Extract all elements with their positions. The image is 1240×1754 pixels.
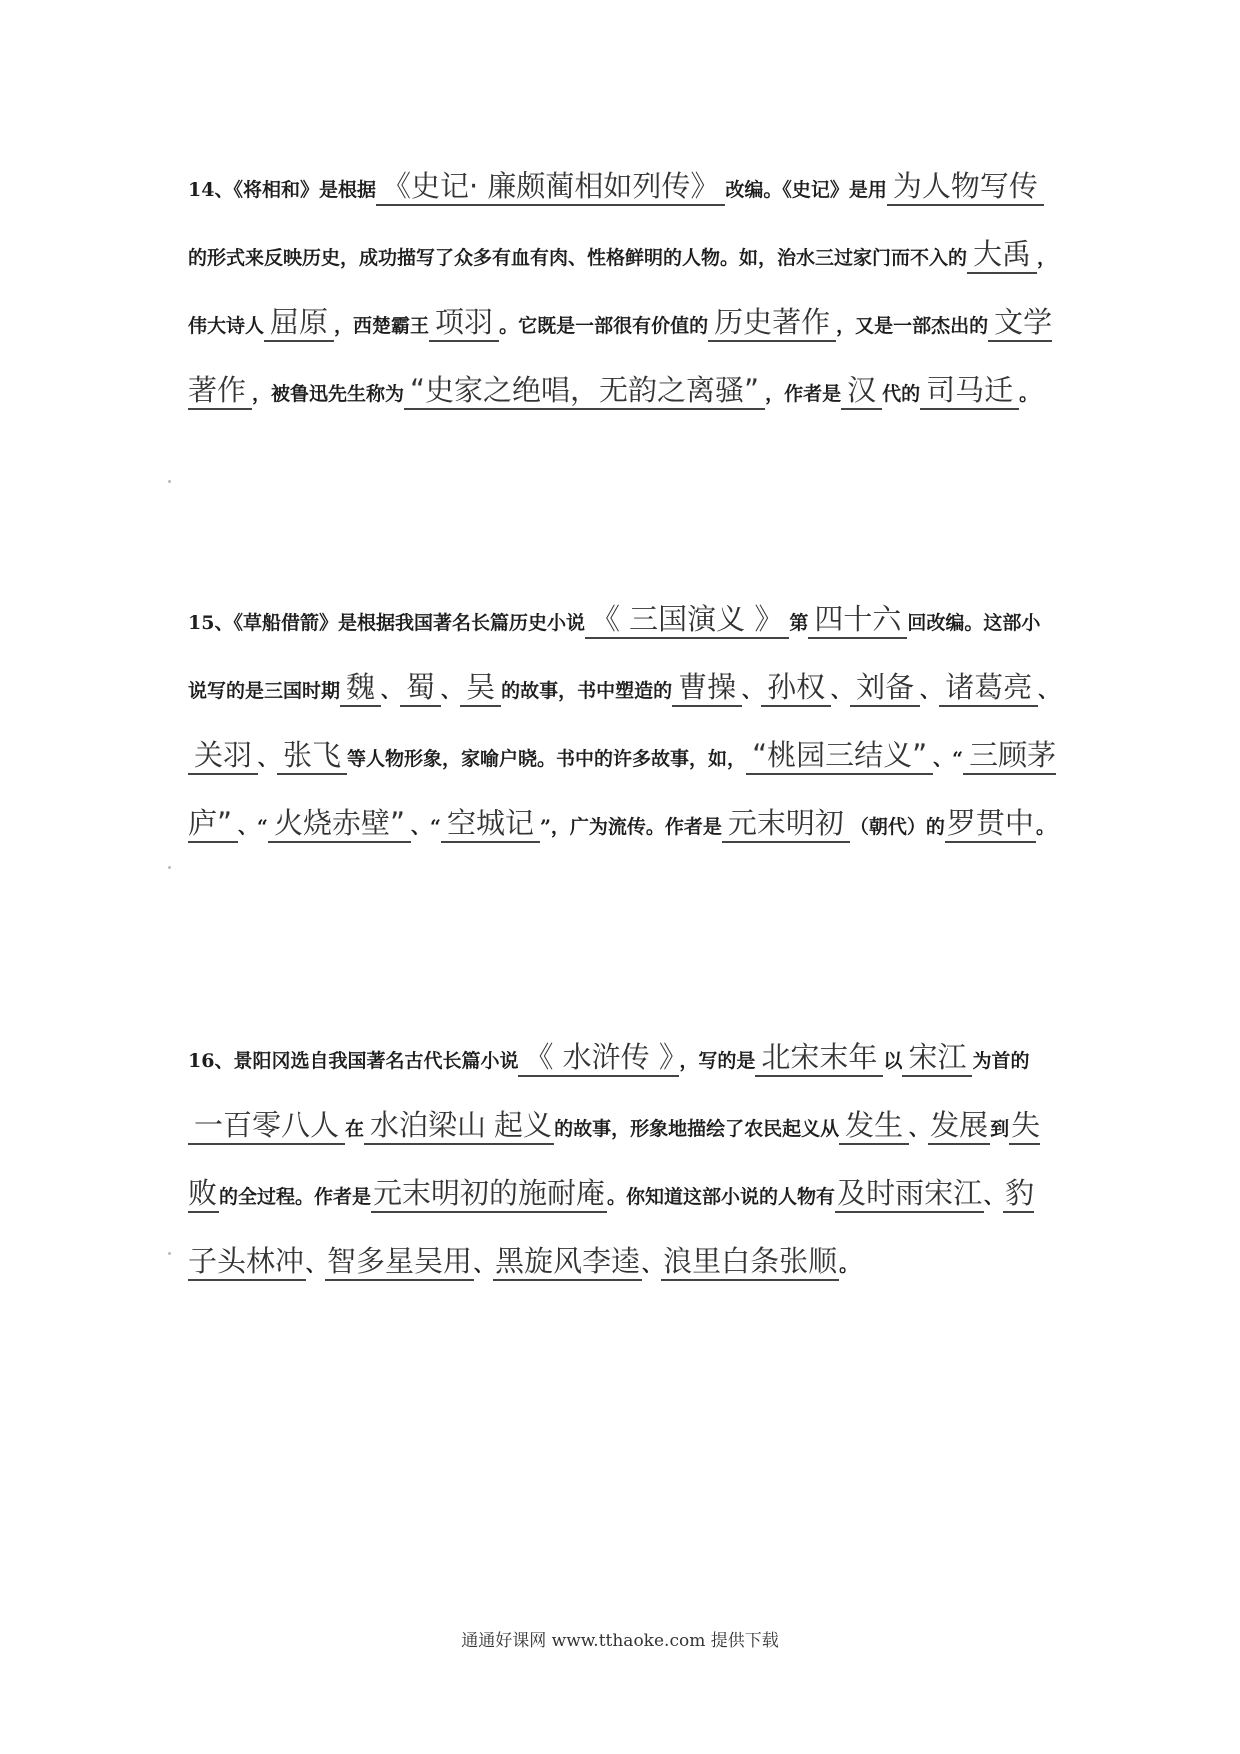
q15-answer-story-3: 火烧赤壁” [268, 806, 411, 843]
q14-text: ，伟大诗人 [188, 247, 1057, 337]
q15-answer-liubei: 刘备 [850, 670, 920, 707]
q16-answer-failure: 失败 [188, 1108, 1040, 1213]
q15-answer-wu: 吴 [460, 670, 501, 707]
q16-answer-novel: 《 水浒传 》 [518, 1040, 679, 1077]
q16-answer-development: 发展 [928, 1108, 990, 1145]
q14-text: 。它既是一部很有价值的 [499, 315, 709, 337]
q16-text: ，写的是 [679, 1050, 756, 1072]
q16-text: 为首的 [972, 1050, 1030, 1072]
q14-text: ，西楚霸王 [334, 315, 430, 337]
q15-answer-wei: 魏 [340, 670, 381, 707]
q14-answer-literature: 文学著作 [188, 305, 1052, 410]
q16-answer-period: 北宋末年 [755, 1040, 883, 1077]
q14-text: ，作者是 [765, 383, 842, 405]
q16-answer-character-3: 智多星吴用 [325, 1244, 474, 1281]
q14-answer-dayu: 大禹 [967, 237, 1037, 274]
q14-answer-xiangyu: 项羽 [429, 305, 499, 342]
q16-text: 到 [990, 1118, 1010, 1140]
q15-answer-story-1: “桃园三结义” [746, 738, 933, 775]
q14-answer-praise: “史家之绝唱，无韵之离骚” [404, 373, 765, 410]
q14-answer-author: 司马迁 [920, 373, 1019, 410]
question-16 [188, 1025, 1058, 1297]
q16-answer-heroes: 一百零八人 [188, 1108, 345, 1145]
q15-text: 、 [742, 680, 762, 702]
q16-answer-character-2: 豹子头林冲 [188, 1176, 1034, 1281]
q16-answer-leader: 宋江 [902, 1040, 972, 1077]
scan-speck [168, 866, 171, 869]
q14-text: ，被鲁迅先生称为 [252, 383, 405, 405]
q15-answer-story-2: 三顾茅庐” [188, 738, 1056, 843]
q16-text: 、 [474, 1254, 494, 1276]
q15-text: 、“ [933, 748, 964, 770]
q14-answer-form: 为人物写传 [887, 169, 1044, 206]
q14-text: ，又是一部杰出的 [836, 315, 989, 337]
q16-answer-author: 元末明初的施耐庵 [371, 1176, 607, 1213]
q16-text: 的故事，形象地描绘了农民起义从 [554, 1118, 840, 1140]
q14-answer-quyuan: 屈原 [264, 305, 334, 342]
q14-text: 14、《将相和》是根据 [188, 179, 376, 201]
q16-answer-origin: 发生 [839, 1108, 909, 1145]
q16-text: 、 [306, 1254, 326, 1276]
q15-text: 、 [920, 680, 940, 702]
q15-text: ”，广为流传。作者是 [539, 816, 722, 838]
q15-text: 回改编。这部小说写的是三国时期 [188, 612, 1041, 702]
question-14 [188, 154, 1058, 426]
q15-answer-era: 元末明初 [722, 806, 850, 843]
q15-answer-novel: 《 三国演义 》 [585, 602, 789, 639]
q16-text: 的全过程。作者是 [219, 1186, 372, 1208]
q16-text: 16、景阳冈选自我国著名古代长篇小说 [188, 1050, 519, 1072]
q16-answer-place: 水泊梁山 [364, 1108, 492, 1145]
q14-answer-source: 《史记· 廉颇蔺相如列传》 [376, 169, 725, 206]
q15-text: 第 [789, 612, 809, 634]
q15-text: 的故事，书中塑造的 [501, 680, 673, 702]
q15-answer-caocao: 曹操 [672, 670, 742, 707]
q16-answer-character-5: 浪里白条张顺 [661, 1244, 839, 1281]
q15-text: 、 [831, 680, 851, 702]
q15-text: 、 [441, 680, 461, 702]
q14-text: 代的 [882, 383, 921, 405]
q16-answer-character-1: 及时雨宋江 [835, 1176, 984, 1213]
q16-text: 、 [642, 1254, 662, 1276]
q15-text: 。 [1035, 816, 1055, 838]
q16-answer-uprising: 起义 [492, 1108, 554, 1145]
scan-speck [168, 1252, 171, 1255]
q15-text: 等人物形象，家喻户晓。书中的许多故事，如， [347, 748, 747, 770]
q15-answer-zhugeliang: 诸葛亮 [939, 670, 1038, 707]
q15-answer-author: 罗贯中 [945, 806, 1036, 843]
q16-answer-character-4: 黑旋风李逵 [493, 1244, 642, 1281]
q15-answer-zhangfei: 张飞 [277, 738, 347, 775]
scan-speck [168, 480, 171, 483]
q15-answer-chapter: 四十六 [808, 602, 907, 639]
q15-text: 、 [1038, 680, 1058, 702]
q16-text: 。你知道这部小说的人物有 [607, 1186, 836, 1208]
q15-answer-shu: 蜀 [400, 670, 441, 707]
q15-answer-sunquan: 孙权 [761, 670, 831, 707]
question-15 [188, 587, 1058, 859]
q14-answer-history: 历史著作 [708, 305, 836, 342]
q14-answer-dynasty: 汉 [841, 373, 882, 410]
q16-text: 在 [345, 1118, 365, 1140]
q14-text: 改编。《史记》是用 [725, 179, 887, 201]
q15-answer-story-4: 空城记 [441, 806, 540, 843]
q15-answer-guanyu: 关羽 [188, 738, 258, 775]
q16-text: 、 [984, 1186, 1004, 1208]
q16-text: 以 [883, 1050, 903, 1072]
q14-text: 。 [1019, 383, 1039, 405]
q15-text: 、 [258, 748, 278, 770]
q15-text: 、“ [411, 816, 441, 838]
q15-text: 、 [381, 680, 401, 702]
q15-text: 15、《草船借箭》是根据我国著名长篇历史小说 [188, 612, 585, 634]
q14-text: 的形式来反映历史，成功描写了众多有血有肉、性格鲜明的人物。如，治水三过家门而不入的 [188, 247, 968, 269]
footer-credit: 通通好课网 www.tthaoke.com 提供下载 [461, 1631, 779, 1651]
q16-text: 。 [839, 1254, 859, 1276]
q16-text: 、 [909, 1118, 929, 1140]
q15-text: 、“ [238, 816, 268, 838]
q15-text: （朝代）的 [849, 816, 945, 838]
